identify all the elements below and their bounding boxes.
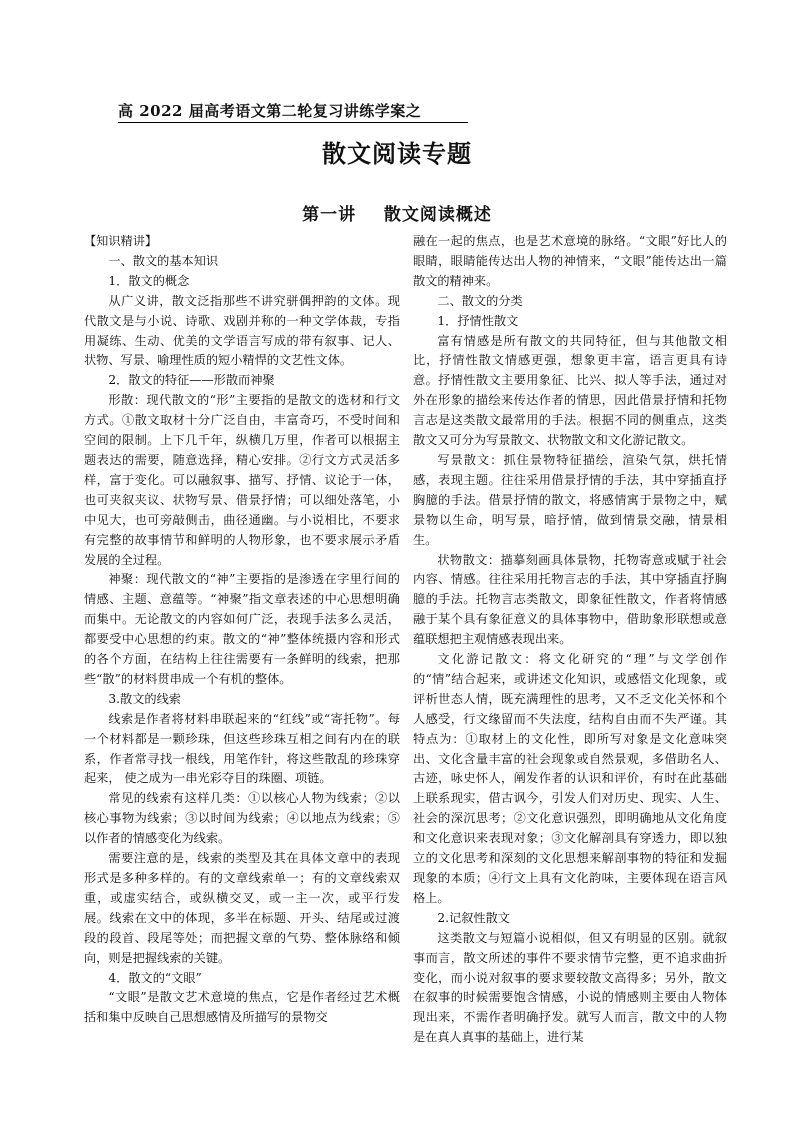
paragraph: 二、散文的分类	[437, 293, 523, 308]
paragraph: 4．散文的“文眼”	[108, 970, 202, 985]
paragraph: 2．散文的特征——形散而神聚	[108, 373, 275, 388]
paragraph: 文化游记散文：将文化研究的“理”与文学创作的“情”结合起来，或讲述文化知识，或感悟文化现象，或评析世态人情，既充满理性的思考，又不乏文化关怀和个人感受，行文缘留而不失法度，结构自由而不失严谨。其特点为：①取材上的文化性，即所写对象是文化意味突出、文化含量丰富的社会现象或自然景观，多借助名人、古迹，咏史怀人，阐发作者的认识和评价，有时在此基础上联系现实，借古讽今，引发人们对历史、现实、人生、社会的深沉思考；②文化意识强烈，即明确地从文化角度和文化意识来表现对象；③文化解剖具有穿透力，即以独立的文化思考和深刻的文化思想来解剖事物的特征和发掘现象的本质；④行文上具有文化韵味，主要体现在语言风格上。	[413, 652, 727, 905]
paragraph: 神聚：现代散文的“神”主要指的是渗透在字里行间的情感、主题、意蕴等。“神聚”指文章表述的中心思想明确而集中。无论散文的内容如何广泛，表现手法多么灵活，都要受中心思想的约束。散文的“神”整体统摄内容和形式的各个方面，在结构上往往需要有一条鲜明的线索，把那些“散”的材料贯串成一个有机的整体。	[84, 572, 400, 686]
paragraph: 一、散文的基本知识	[108, 253, 219, 268]
header-line: 高 2022 届高考语文第二轮复习讲练学案之	[118, 100, 468, 123]
paragraph: 常见的线索有这样几类：①以核心人物为线索；②以核心事物为线索；③以时间为线索；④以地点为线索；⑤以作者的情感变化为线索。	[84, 791, 400, 846]
paragraph: 3.散文的线索	[108, 691, 181, 706]
paragraph: 富有情感是所有散文的共同特征，但与其他散文相比，抒情性散文情感更强，想象更丰富，语言更具有诗意。抒情性散文主要用象征、比兴、拟人等手法，通过对外在形象的描绘来传达作者的情思，因此借景抒情和托物言志是这类散文最常用的手法。根据不同的侧重点，这类散文又可分为写景散文、状物散文和文化游记散文。	[413, 333, 727, 448]
paragraph: 2.记叙性散文	[437, 910, 510, 925]
left-column	[84, 232, 400, 1028]
paragraph: 状物散文：描摹刻画具体景物，托物寄意或赋于社会内容、情感。往往采用托物言志的手法，其中穿插直抒胸臆的手法。托物言志类散文，即象征性散文，作者将情感融于某个具有象征意义的具体事物中，借助象形联想或意蕴联想把主观情感表现出来。	[413, 552, 727, 647]
right-column	[413, 232, 727, 1048]
paragraph: 形散：现代散文的“形”主要指的是散文的选材和行文方式。①散文取材十分广泛自由，丰富奇巧，不受时间和空间的限制。上下几千年，纵横几万里，作者可以根据主题表达的需要，随意选择，精心安排。②行文方式灵活多样，富于变化。可以融叙事、描写、抒情、议论于一体，也可夹叙夹议、状物写景、借景抒情；可以细处落笔，小中见大，也可旁敲侧击，曲径通幽。与小说相比，不要求有完整的故事情节和鲜明的人物形象，也不要求展示矛盾发展的全过程。	[84, 393, 400, 567]
paragraph: 这类散文与短篇小说相似，但又有明显的区别。就叙事而言，散文所述的事件不要求情节完整，更不追求曲折变化，而小说对叙事的要求要较散文高得多；另外，散文在叙事的时候需要饱含情感，小说的情感则主要由人物体现出来，不需作者明确抒发。就写人而言，散文中的人物是在真人真事的基础上，进行某	[413, 930, 727, 1045]
paragraph: 需要注意的是，线索的类型及其在具体文章中的表现形式是多种多样的。有的文章线索单一；有的文章线索双重，或虚实结合，或纵横交叉，或一主一次，或平行发展。线索在文中的体现，多半在标题、开头、结尾或过渡段的段首、段尾等处；而把握文章的气势、整体脉络和倾向，则是把握线索的关键。	[84, 851, 400, 965]
page-title: 散文阅读专题	[322, 139, 472, 168]
lecture-title: 第一讲 散文阅读概述	[302, 205, 492, 225]
paragraph: 从广义讲，散文泛指那些不讲究骈偶押韵的文体。现代散文是与小说、诗歌、戏剧并称的一种文学体裁，专指用凝练、生动、优美的文学语言写成的带有叙事、记人、状物、写景、喻理性质的短小精悍的文艺性文体。	[84, 293, 400, 368]
paragraph: 1．抒情性散文	[437, 313, 519, 328]
paragraph: 【知识精讲】	[84, 234, 158, 248]
paragraph: 1．散文的概念	[108, 273, 190, 288]
paragraph: “文眼”是散文艺术意境的焦点，它是作者经过艺术概括和集中反映自己思想感情及所描写的景物交	[84, 990, 400, 1025]
paragraph: 融在一起的焦点，也是艺术意境的脉络。“文眼”好比人的眼睛，眼睛能传达出人物的神情来，“文眼”能传达出一篇散文的精神来。	[413, 234, 727, 288]
paragraph: 写景散文：抓住景物特征描绘，渲染气氛，烘托情感，表现主题。往往采用借景抒情的手法，其中穿插直抒胸臆的手法。借景抒情的散文，将感情寓于景物之中，赋景物以生命，明写景，暗抒情，做到情景交融，情景相生。	[413, 452, 727, 547]
paragraph: 线索是作者将材料串联起来的“红线”或“寄托物”。每一个材料都是一颗珍珠，但这些珍珠互相之间有内在的联系，作者常寻找一根线，用笔作针，将这些散乱的珍珠穿起来， 使之成为一串光彩夺目的珠圈、项链。	[84, 711, 400, 786]
